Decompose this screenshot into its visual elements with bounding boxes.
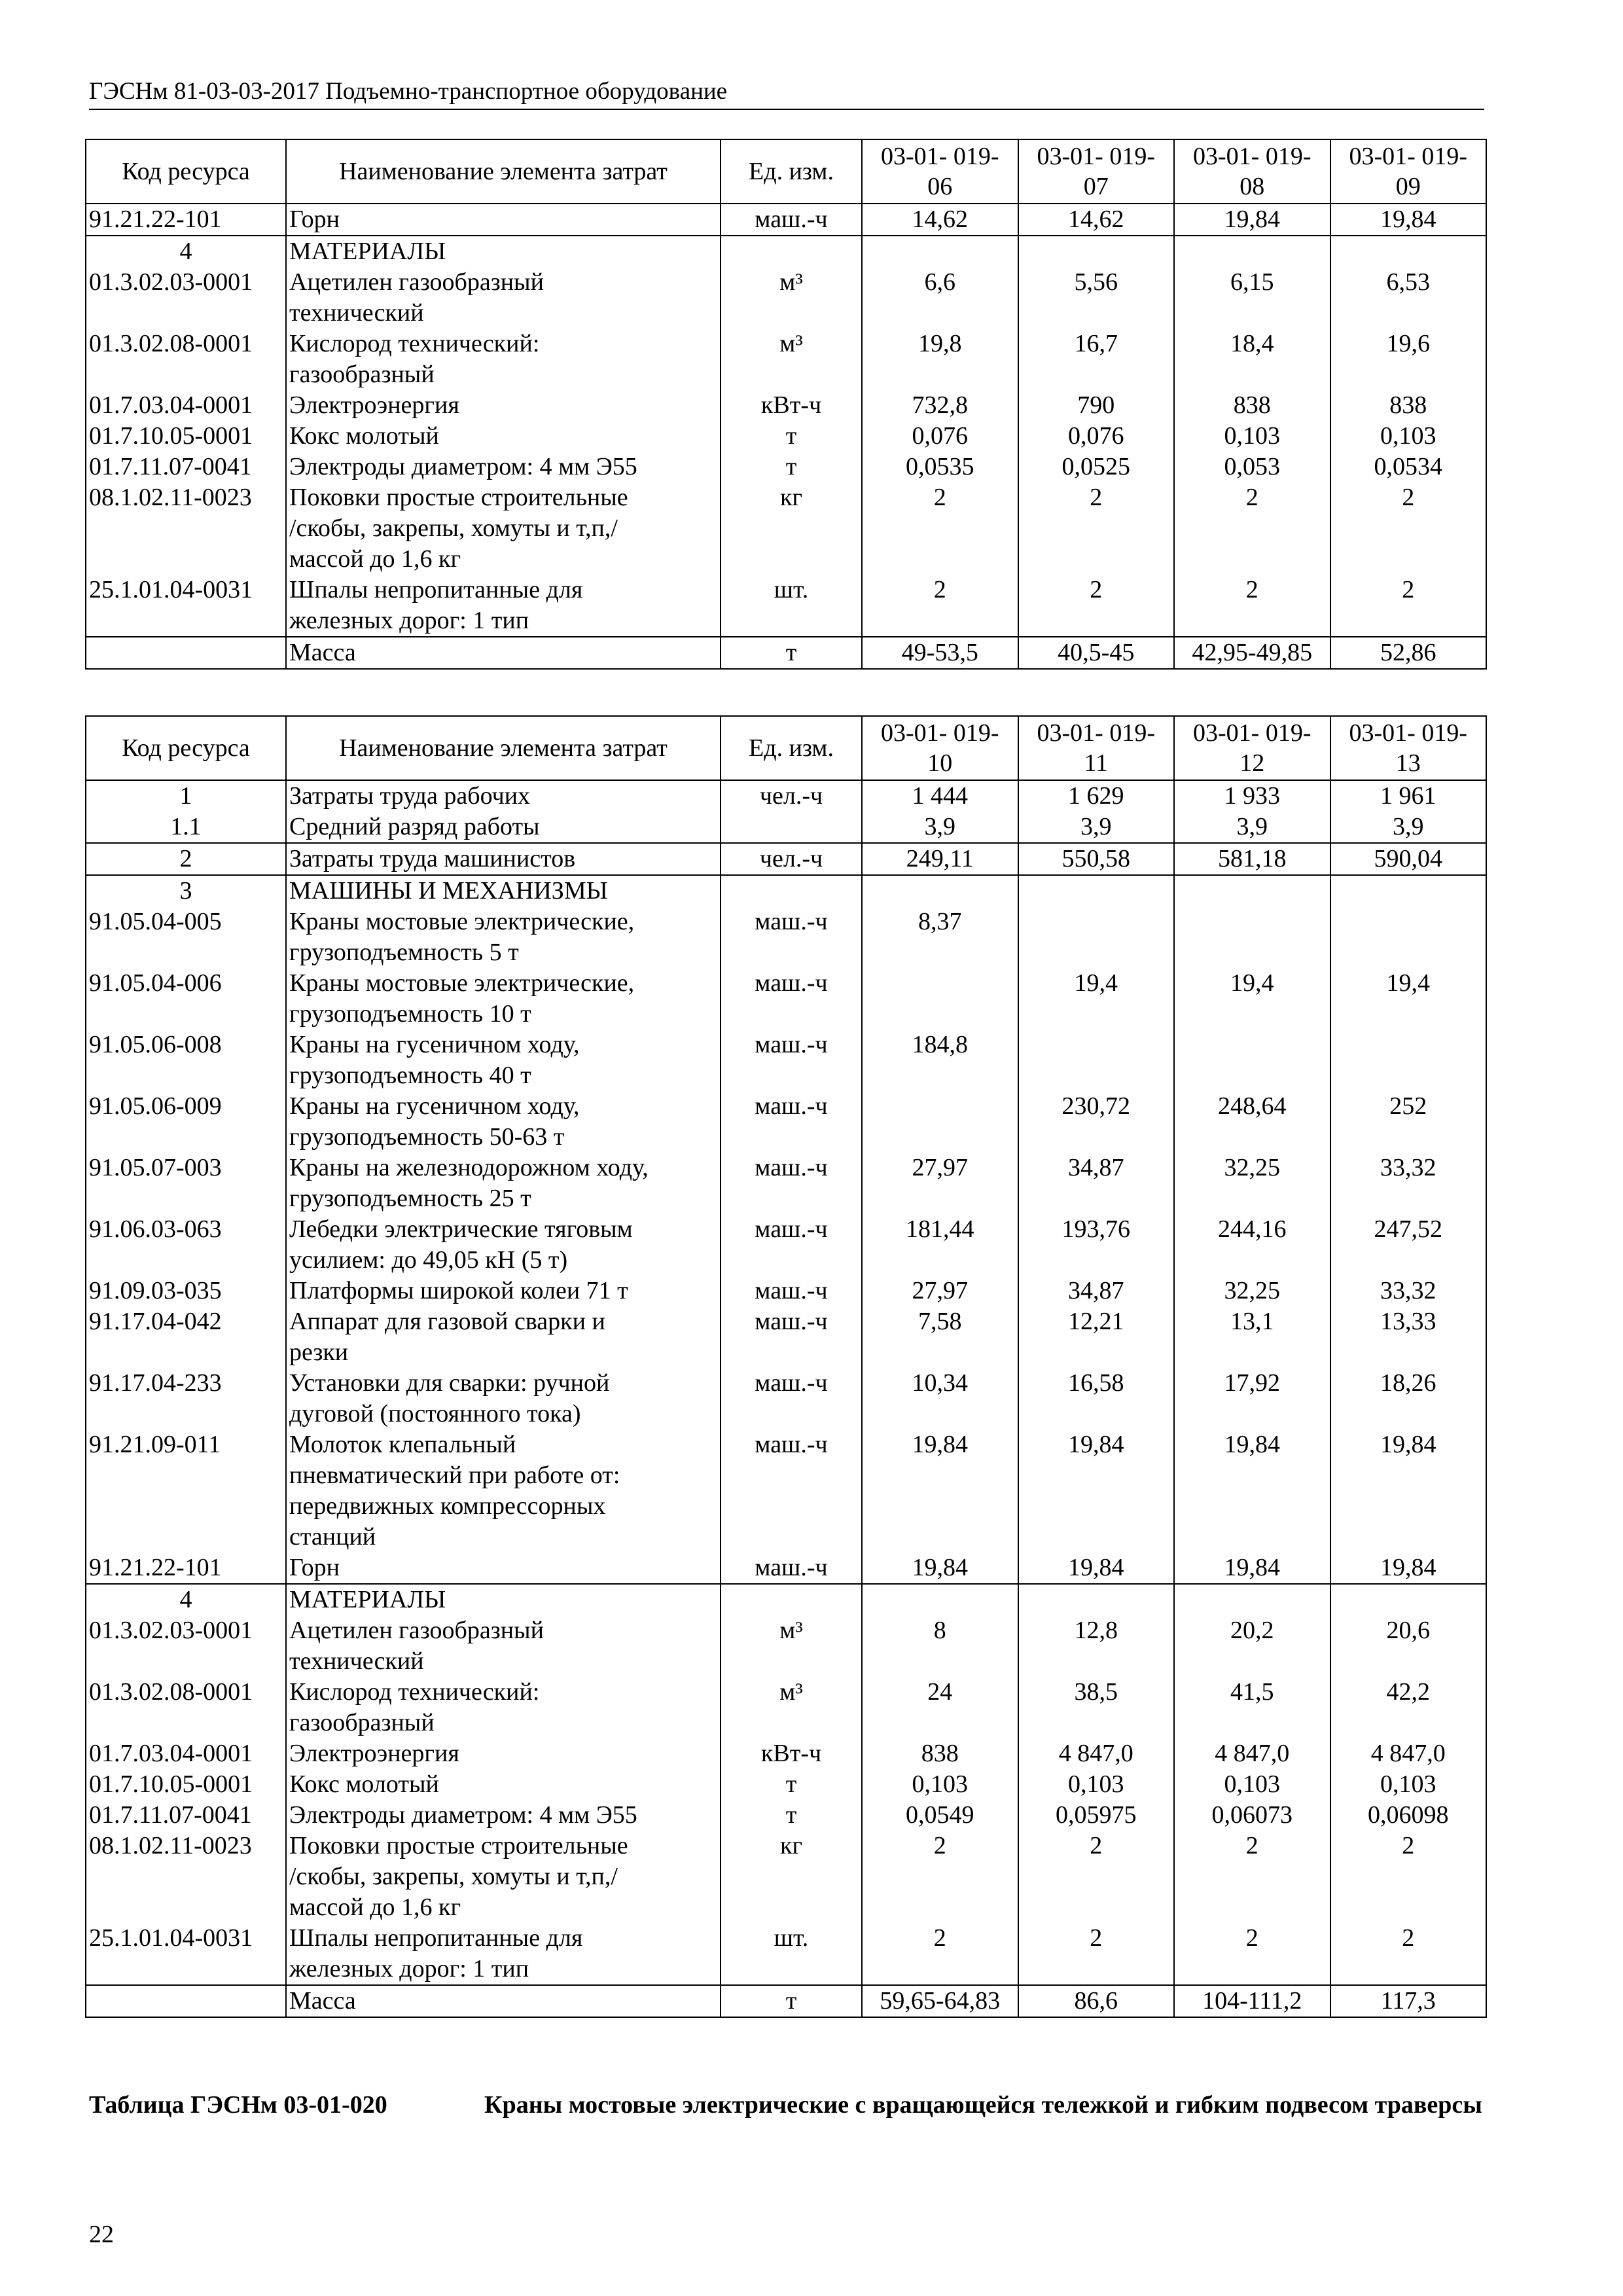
norm-value: 19,84 (1018, 1429, 1175, 1552)
unit: маш.-ч (721, 1030, 862, 1091)
table-row (86, 390, 1486, 421)
norm-value: 248,64 (1174, 1091, 1330, 1153)
section-row (86, 236, 1486, 267)
resource-code: 08.1.02.11-0023 (86, 482, 286, 575)
norm-value: 34,87 (1018, 1276, 1175, 1306)
cost-element-name: Поковки простые строительные /скобы, закрепы, хомуты и т,п,/ массой до 1,6 кг (286, 1831, 721, 1923)
table-row (86, 843, 1486, 875)
col-header-norm: 03-01- 019- 09 (1330, 139, 1487, 204)
unit (721, 875, 862, 906)
norm-value: 0,103 (1018, 1769, 1175, 1800)
table-row (86, 1368, 1486, 1429)
col-header-unit: Ед. изм. (721, 139, 862, 204)
norm-value: 230,72 (1018, 1091, 1175, 1153)
norm-value (1174, 236, 1330, 267)
norm-value: 247,52 (1330, 1214, 1487, 1276)
norm-value: 33,32 (1330, 1276, 1487, 1306)
resource-code: 01.7.03.04-0001 (86, 390, 286, 421)
norm-value: 19,84 (1330, 1552, 1487, 1584)
resource-code: 01.7.11.07-0041 (86, 1800, 286, 1831)
resource-code: 25.1.01.04-0031 (86, 1923, 286, 1985)
norm-value: 0,053 (1174, 452, 1330, 482)
unit: т (721, 452, 862, 482)
table-row (86, 1800, 1486, 1831)
resource-code: 91.05.06-009 (86, 1091, 286, 1153)
norm-value: 19,6 (1330, 329, 1487, 390)
unit: кг (721, 482, 862, 575)
resource-code: 91.17.04-042 (86, 1306, 286, 1368)
col-header-name: Наименование элемента затрат (286, 139, 721, 204)
cost-element-name: Ацетилен газообразный технический (286, 1615, 721, 1677)
norm-value: 0,076 (862, 421, 1018, 452)
unit: маш.-ч (721, 906, 862, 968)
norm-value (1330, 875, 1487, 906)
norm-value: 42,95-49,85 (1174, 637, 1330, 669)
section-number: 1 (86, 780, 286, 812)
norm-value: 18,4 (1174, 329, 1330, 390)
table-row (86, 1214, 1486, 1276)
table-row (86, 1738, 1486, 1769)
cost-element-name: Масса (286, 637, 721, 669)
unit: м³ (721, 267, 862, 329)
table-body (86, 204, 1486, 669)
norm-value: 41,5 (1174, 1677, 1330, 1738)
resource-table-2 (85, 715, 1487, 2018)
cost-element-name: МАТЕРИАЛЫ (286, 1584, 721, 1615)
table-row (86, 1091, 1486, 1153)
resource-code: 01.7.10.05-0001 (86, 421, 286, 452)
norm-value: 19,84 (862, 1429, 1018, 1552)
norm-value: 2 (1330, 482, 1487, 575)
norm-value: 0,103 (1174, 1769, 1330, 1800)
norm-value: 16,58 (1018, 1368, 1175, 1429)
norm-value (1018, 1584, 1175, 1615)
norm-value: 19,84 (1330, 1429, 1487, 1552)
cost-element-name: Шпалы непропитанные для железных дорог: 1 тип (286, 575, 721, 637)
norm-value: 0,103 (1174, 421, 1330, 452)
resource-code: 08.1.02.11-0023 (86, 1831, 286, 1923)
norm-value: 790 (1018, 390, 1175, 421)
section-number: 2 (86, 843, 286, 875)
table-row (86, 267, 1486, 329)
cost-element-name: Масса (286, 1985, 721, 2017)
cost-element-name: МАТЕРИАЛЫ (286, 236, 721, 267)
norm-value: 2 (862, 1923, 1018, 1985)
norm-value: 2 (1330, 1923, 1487, 1985)
col-header-code: Код ресурса (86, 716, 286, 780)
unit: шт. (721, 1923, 862, 1985)
resource-table-1 (85, 139, 1487, 670)
norm-value: 27,97 (862, 1153, 1018, 1214)
norm-value: 12,21 (1018, 1306, 1175, 1368)
norm-value (1330, 236, 1487, 267)
table-row (86, 452, 1486, 482)
norm-value: 0,103 (1330, 1769, 1487, 1800)
resource-code: 91.17.04-233 (86, 1368, 286, 1429)
norm-value: 1 961 (1330, 780, 1487, 812)
unit: т (721, 637, 862, 669)
cost-element-name: Затраты труда машинистов (286, 843, 721, 875)
unit (721, 1584, 862, 1615)
resource-code: 91.05.07-003 (86, 1153, 286, 1214)
section-number: 4 (86, 236, 286, 267)
col-header-code: Код ресурса (86, 139, 286, 204)
table-row (86, 906, 1486, 968)
norm-value: 2 (1174, 1923, 1330, 1985)
norm-value: 19,84 (1174, 204, 1330, 236)
cost-element-name: Поковки простые строительные /скобы, закрепы, хомуты и т,п,/ массой до 1,6 кг (286, 482, 721, 575)
norm-value: 19,4 (1330, 968, 1487, 1030)
table-header-row (86, 716, 1486, 780)
norm-value: 0,076 (1018, 421, 1175, 452)
norm-value: 13,1 (1174, 1306, 1330, 1368)
norm-value: 42,2 (1330, 1677, 1487, 1738)
unit: м³ (721, 329, 862, 390)
cost-element-name: Горн (286, 204, 721, 236)
section-row (86, 875, 1486, 906)
norm-value: 19,84 (862, 1552, 1018, 1584)
unit (721, 236, 862, 267)
norm-value: 32,25 (1174, 1276, 1330, 1306)
norm-value: 581,18 (1174, 843, 1330, 875)
section-row (86, 1584, 1486, 1615)
norm-value: 4 847,0 (1174, 1738, 1330, 1769)
norm-value (1330, 1584, 1487, 1615)
cost-element-name: Электроэнергия (286, 1738, 721, 1769)
unit: маш.-ч (721, 1153, 862, 1214)
col-header-norm: 03-01- 019- 12 (1174, 716, 1330, 780)
table-row (86, 575, 1486, 637)
cost-element-name: Установки для сварки: ручной дуговой (постоянного тока) (286, 1368, 721, 1429)
norm-value: 19,8 (862, 329, 1018, 390)
norm-value: 244,16 (1174, 1214, 1330, 1276)
caption-number: Таблица ГЭСНм 03-01-020 (89, 2091, 387, 2119)
norm-value: 732,8 (862, 390, 1018, 421)
table-row (86, 204, 1486, 236)
norm-value: 14,62 (862, 204, 1018, 236)
norm-value (862, 1091, 1018, 1153)
norm-value: 2 (1018, 575, 1175, 637)
col-header-norm: 03-01- 019- 06 (862, 139, 1018, 204)
norm-value: 12,8 (1018, 1615, 1175, 1677)
page-number: 22 (89, 2221, 114, 2248)
norm-value: 184,8 (862, 1030, 1018, 1091)
table-row (86, 482, 1486, 575)
cost-element-name: Ацетилен газообразный технический (286, 267, 721, 329)
cost-element-name: Краны на железнодорожном ходу, грузоподъемность 25 т (286, 1153, 721, 1214)
norm-value (1018, 875, 1175, 906)
cost-element-name: Затраты труда рабочих (286, 780, 721, 812)
norm-value: 19,84 (1174, 1429, 1330, 1552)
norm-value (862, 1584, 1018, 1615)
mass-row (86, 637, 1486, 669)
norm-value: 2 (862, 482, 1018, 575)
unit: кВт-ч (721, 390, 862, 421)
table-row (86, 1306, 1486, 1368)
resource-code: 91.05.06-008 (86, 1030, 286, 1091)
table-row (86, 1429, 1486, 1552)
resource-code: 91.21.22-101 (86, 204, 286, 236)
section-number: 4 (86, 1584, 286, 1615)
unit: маш.-ч (721, 1429, 862, 1552)
unit: маш.-ч (721, 1368, 862, 1429)
norm-value: 104-111,2 (1174, 1985, 1330, 2017)
cost-element-name: Платформы широкой колеи 71 т (286, 1276, 721, 1306)
norm-value (862, 968, 1018, 1030)
norm-value: 24 (862, 1677, 1018, 1738)
norm-value: 838 (1330, 390, 1487, 421)
norm-value: 2 (862, 1831, 1018, 1923)
norm-value (1018, 236, 1175, 267)
norm-value: 7,58 (862, 1306, 1018, 1368)
norm-value: 17,92 (1174, 1368, 1330, 1429)
unit: м³ (721, 1677, 862, 1738)
cost-element-name: Краны мостовые электрические, грузоподъемность 5 т (286, 906, 721, 968)
unit: т (721, 1769, 862, 1800)
norm-value: 6,53 (1330, 267, 1487, 329)
unit (721, 812, 862, 843)
table-row (86, 968, 1486, 1030)
norm-value: 2 (1018, 1831, 1175, 1923)
cost-element-name: МАШИНЫ И МЕХАНИЗМЫ (286, 875, 721, 906)
norm-value: 2 (1174, 1831, 1330, 1923)
table-row (86, 1831, 1486, 1923)
norm-value (1174, 1030, 1330, 1091)
norm-value: 181,44 (862, 1214, 1018, 1276)
norm-value: 33,32 (1330, 1153, 1487, 1214)
norm-value: 59,65-64,83 (862, 1985, 1018, 2017)
norm-value: 3,9 (862, 812, 1018, 843)
resource-code: 91.21.09-011 (86, 1429, 286, 1552)
norm-value: 0,0525 (1018, 452, 1175, 482)
col-header-norm: 03-01- 019- 13 (1330, 716, 1487, 780)
norm-value: 6,15 (1174, 267, 1330, 329)
norm-value: 49-53,5 (862, 637, 1018, 669)
cost-element-name: Горн (286, 1552, 721, 1584)
table-row (86, 780, 1486, 812)
norm-value: 86,6 (1018, 1985, 1175, 2017)
cost-element-name: Кокс молотый (286, 421, 721, 452)
cost-element-name: Кислород технический: газообразный (286, 1677, 721, 1738)
norm-value: 18,26 (1330, 1368, 1487, 1429)
table-row (86, 1923, 1486, 1985)
norm-value: 3,9 (1330, 812, 1487, 843)
resource-code: 01.7.11.07-0041 (86, 452, 286, 482)
norm-value: 4 847,0 (1330, 1738, 1487, 1769)
table-row (86, 1769, 1486, 1800)
col-header-unit: Ед. изм. (721, 716, 862, 780)
cost-element-name: Молоток клепальный пневматический при работе от: передвижных компрессорных станций (286, 1429, 721, 1552)
norm-value: 19,4 (1018, 968, 1175, 1030)
unit: т (721, 1800, 862, 1831)
norm-value: 2 (1018, 1923, 1175, 1985)
norm-value: 2 (1330, 1831, 1487, 1923)
unit: чел.-ч (721, 843, 862, 875)
unit: т (721, 421, 862, 452)
norm-value: 1 933 (1174, 780, 1330, 812)
norm-value: 0,06098 (1330, 1800, 1487, 1831)
table-header-row (86, 139, 1486, 204)
norm-value: 0,06073 (1174, 1800, 1330, 1831)
col-header-norm: 03-01- 019- 11 (1018, 716, 1175, 780)
norm-value: 3,9 (1174, 812, 1330, 843)
norm-value: 20,2 (1174, 1615, 1330, 1677)
norm-value (1330, 906, 1487, 968)
cost-element-name: Средний разряд работы (286, 812, 721, 843)
norm-value: 2 (1018, 482, 1175, 575)
section-number: 3 (86, 875, 286, 906)
norm-value: 0,0549 (862, 1800, 1018, 1831)
norm-value: 19,4 (1174, 968, 1330, 1030)
section-number: 1.1 (86, 812, 286, 843)
norm-value: 3,9 (1018, 812, 1175, 843)
norm-value: 19,84 (1018, 1552, 1175, 1584)
norm-value: 4 847,0 (1018, 1738, 1175, 1769)
norm-value: 838 (862, 1738, 1018, 1769)
norm-value: 8 (862, 1615, 1018, 1677)
norm-value (1330, 1030, 1487, 1091)
resource-code: 01.3.02.03-0001 (86, 1615, 286, 1677)
resource-code: 91.21.22-101 (86, 1552, 286, 1584)
resource-code: 25.1.01.04-0031 (86, 575, 286, 637)
norm-value: 10,34 (862, 1368, 1018, 1429)
unit: кВт-ч (721, 1738, 862, 1769)
norm-value: 20,6 (1330, 1615, 1487, 1677)
norm-value: 13,33 (1330, 1306, 1487, 1368)
cost-element-name: Электроды диаметром: 4 мм Э55 (286, 1800, 721, 1831)
unit: маш.-ч (721, 1552, 862, 1584)
norm-value (862, 875, 1018, 906)
norm-value: 838 (1174, 390, 1330, 421)
table-row (86, 329, 1486, 390)
mass-row (86, 1985, 1486, 2017)
table-row (86, 1030, 1486, 1091)
cost-element-name: Кислород технический: газообразный (286, 329, 721, 390)
cost-element-name: Аппарат для газовой сварки и резки (286, 1306, 721, 1368)
norm-value: 0,103 (1330, 421, 1487, 452)
resource-code: 91.05.04-006 (86, 968, 286, 1030)
cost-element-name: Лебедки электрические тяговым усилием: до 49,05 кН (5 т) (286, 1214, 721, 1276)
unit: маш.-ч (721, 204, 862, 236)
resource-code (86, 637, 286, 669)
norm-value: 6,6 (862, 267, 1018, 329)
resource-code: 01.3.02.08-0001 (86, 329, 286, 390)
norm-value: 117,3 (1330, 1985, 1487, 2017)
table-row (86, 1677, 1486, 1738)
cost-element-name: Кокс молотый (286, 1769, 721, 1800)
norm-value: 14,62 (1018, 204, 1175, 236)
norm-value: 32,25 (1174, 1153, 1330, 1214)
unit: шт. (721, 575, 862, 637)
norm-value: 52,86 (1330, 637, 1487, 669)
table-body (86, 780, 1486, 2017)
resource-code: 01.3.02.03-0001 (86, 267, 286, 329)
norm-value (1018, 1030, 1175, 1091)
norm-value: 252 (1330, 1091, 1487, 1153)
table-row (86, 1276, 1486, 1306)
unit: маш.-ч (721, 1214, 862, 1276)
norm-value: 2 (1330, 575, 1487, 637)
cost-element-name: Электроды диаметром: 4 мм Э55 (286, 452, 721, 482)
norm-value: 27,97 (862, 1276, 1018, 1306)
norm-value: 38,5 (1018, 1677, 1175, 1738)
norm-value (1174, 906, 1330, 968)
table-row (86, 812, 1486, 843)
table-row (86, 1153, 1486, 1214)
resource-code: 91.05.04-005 (86, 906, 286, 968)
norm-value: 2 (862, 575, 1018, 637)
unit: т (721, 1985, 862, 2017)
unit: кг (721, 1831, 862, 1923)
unit: м³ (721, 1615, 862, 1677)
cost-element-name: Краны на гусеничном ходу, грузоподъемность 50-63 т (286, 1091, 721, 1153)
resource-code: 91.06.03-063 (86, 1214, 286, 1276)
col-header-norm: 03-01- 019- 10 (862, 716, 1018, 780)
col-header-norm: 03-01- 019- 08 (1174, 139, 1330, 204)
cost-element-name: Шпалы непропитанные для железных дорог: 1 тип (286, 1923, 721, 1985)
norm-value: 0,103 (862, 1769, 1018, 1800)
norm-value (1174, 875, 1330, 906)
norm-value: 193,76 (1018, 1214, 1175, 1276)
norm-value: 0,0535 (862, 452, 1018, 482)
norm-value: 16,7 (1018, 329, 1175, 390)
col-header-name: Наименование элемента затрат (286, 716, 721, 780)
resource-code: 01.3.02.08-0001 (86, 1677, 286, 1738)
norm-value: 0,0534 (1330, 452, 1487, 482)
norm-value: 5,56 (1018, 267, 1175, 329)
cost-element-name: Краны мостовые электрические, грузоподъемность 10 т (286, 968, 721, 1030)
norm-value: 19,84 (1330, 204, 1487, 236)
norm-value: 8,37 (862, 906, 1018, 968)
resource-code: 01.7.10.05-0001 (86, 1769, 286, 1800)
norm-value: 1 629 (1018, 780, 1175, 812)
unit: маш.-ч (721, 1276, 862, 1306)
resource-code: 91.09.03-035 (86, 1276, 286, 1306)
norm-value: 2 (1174, 482, 1330, 575)
norm-value (1018, 906, 1175, 968)
unit: маш.-ч (721, 1091, 862, 1153)
col-header-norm: 03-01- 019- 07 (1018, 139, 1175, 204)
resource-code: 01.7.03.04-0001 (86, 1738, 286, 1769)
norm-value: 0,05975 (1018, 1800, 1175, 1831)
norm-value (862, 236, 1018, 267)
norm-value: 550,58 (1018, 843, 1175, 875)
norm-value (1174, 1584, 1330, 1615)
cost-element-name: Краны на гусеничном ходу, грузоподъемность 40 т (286, 1030, 721, 1091)
norm-value: 249,11 (862, 843, 1018, 875)
norm-value: 2 (1174, 575, 1330, 637)
resource-code (86, 1985, 286, 2017)
unit: маш.-ч (721, 968, 862, 1030)
table-row (86, 421, 1486, 452)
caption-title: Краны мостовые электрические с вращающейся тележкой и гибким подвесом траверсы (484, 2091, 1482, 2119)
norm-value: 40,5-45 (1018, 637, 1175, 669)
running-header: ГЭСНм 81-03-03-2017 Подъемно-транспортное оборудование (89, 77, 1484, 110)
norm-value: 1 444 (862, 780, 1018, 812)
norm-value: 34,87 (1018, 1153, 1175, 1214)
norm-value: 590,04 (1330, 843, 1487, 875)
cost-element-name: Электроэнергия (286, 390, 721, 421)
table-row (86, 1615, 1486, 1677)
table-row (86, 1552, 1486, 1584)
norm-value: 19,84 (1174, 1552, 1330, 1584)
unit: маш.-ч (721, 1306, 862, 1368)
unit: чел.-ч (721, 780, 862, 812)
